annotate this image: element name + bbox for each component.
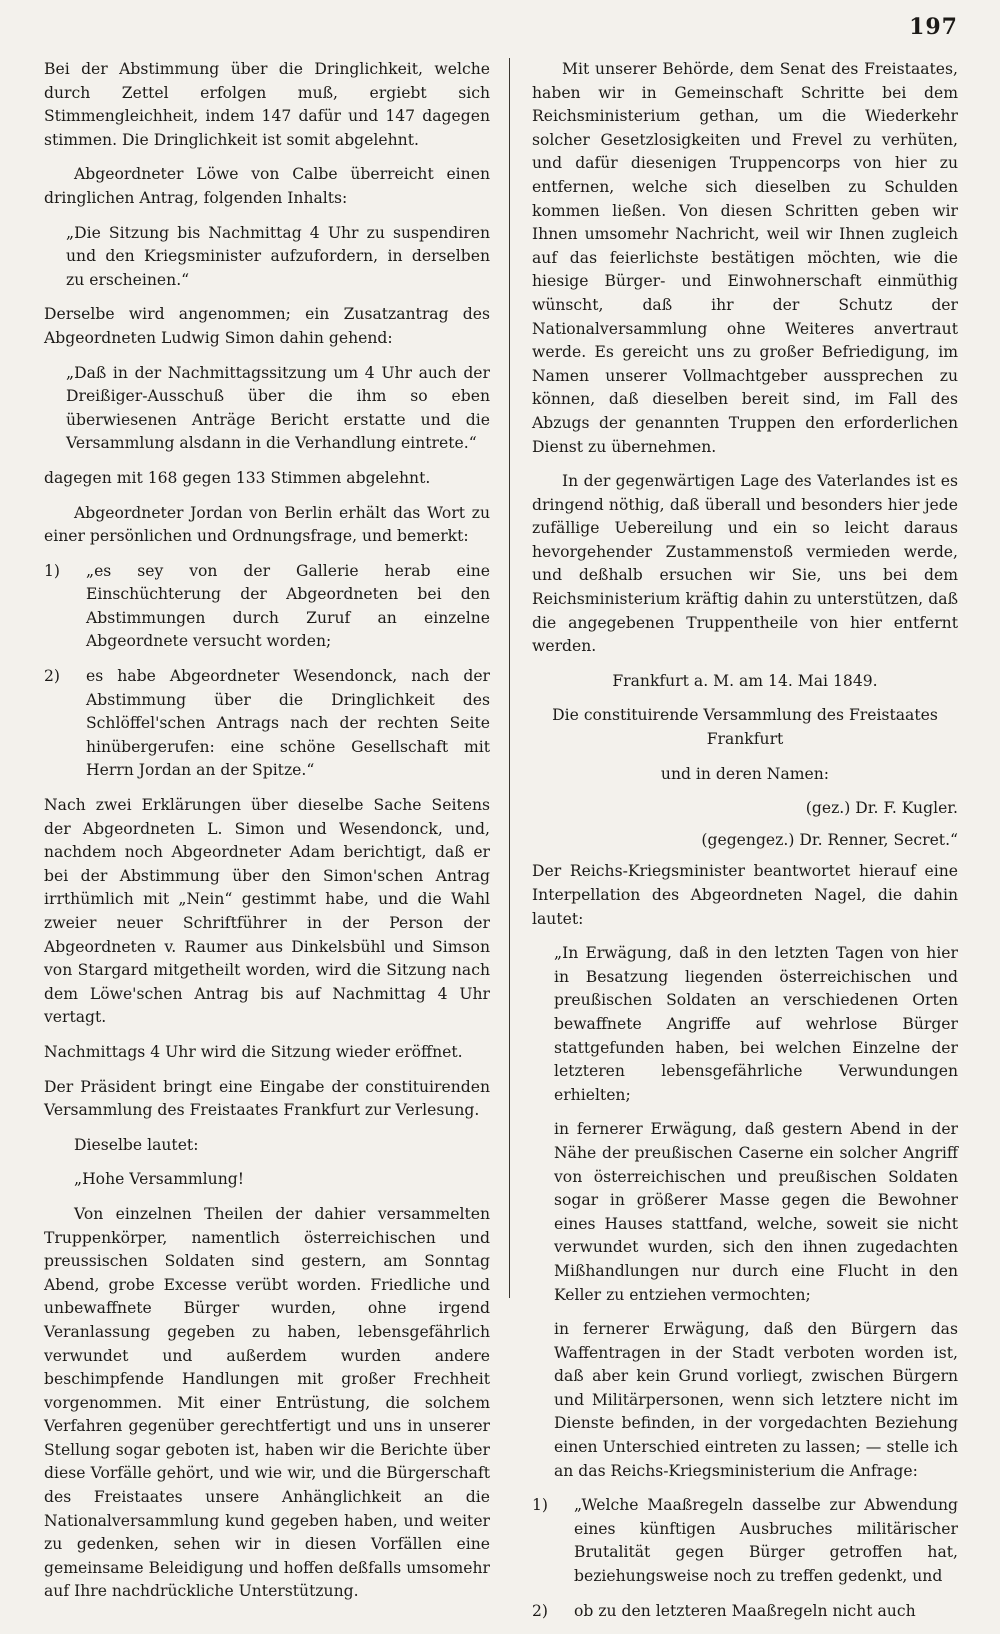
dateline: Frankfurt a. M. am 14. Mai 1849. <box>612 671 878 690</box>
list-number: 1) <box>532 1496 549 1515</box>
quoted-motion: „Daß in der Nachmittagssitzung um 4 Uhr auch der Dreißiger-Ausschuß über die ihm so eben überwiesenen Anträge Bericht erstatte und die Versammlung alsdann in die Verhandlung eintrete.“ <box>66 363 490 453</box>
list-text: „Welche Maaßregeln dasselbe zur Abwendung eines künftigen Ausbruches militärischer Brutalität gegen Bürger getroffen hat, beziehungsweise noch zu treffen gedenkt, und <box>574 1496 958 1586</box>
quoted-interpellation: in fernerer Erwägung, daß gestern Abend in der Nähe der preußischen Caserne ein solcher Angriff von österreichischen und preußischen Soldaten sogar in größerer Masse gegen die Bewohner eines Hauses stattfand, welche, soweit sie nicht verwundet wurden, sich den ihnen zugedachten Mißhandlungen nur durch eine Flucht in den Keller zu entziehen vermochten; <box>554 1120 958 1304</box>
list-item <box>532 1494 958 1588</box>
right-column <box>532 58 958 1634</box>
paragraph: Abgeordneter Löwe von Calbe überreicht einen dringlichen Antrag, folgenden Inhalts: <box>44 165 490 207</box>
list-text: ob zu den letzteren Maaßregeln nicht auch <box>574 1601 916 1620</box>
list-number: 2) <box>532 1601 549 1620</box>
list-item <box>44 665 490 783</box>
list-number: 1) <box>44 561 61 580</box>
signature-line: und in deren Namen: <box>660 764 830 783</box>
paragraph: dagegen mit 168 gegen 133 Stimmen abgelehnt. <box>44 468 431 487</box>
paragraph: Dieselbe lautet: <box>74 1135 199 1154</box>
paragraph: Mit unserer Behörde, dem Senat des Freistaates, haben wir in Gemeinschaft Schritte bei dem Reichsministerium gethan, um die Wiederkehr solcher Gesetzlosigkeiten und Frevel zu verhüten, und dafür diesenigen Truppencorps von hier zu entfernen, welche sich dieselben zu Schulden kommen ließen. Von diesen Schritten geben wir Ihnen umsomehr Nachricht, weil wir Ihnen zugleich auf das feierlichste bestätigen möchten, wie die hiesige Bürger- und Einwohnerschaft einmüthig wünscht, daß ihr der Schutz der Nationalversammlung ohne Weiteres anvertraut werde. Es gereicht uns zu großer Befriedigung, im Namen unserer Vollmachtgeber aussprechen zu können, daß dieselben bereit sind, im Fall des Abzugs der genannten Truppen den erforderlichen Dienst zu übernehmen. <box>532 60 958 456</box>
signature-line: (gegengez.) Dr. Renner, Secret.“ <box>701 830 958 849</box>
quoted-interpellation: in fernerer Erwägung, daß den Bürgern das Waffentragen in der Stadt verboten worden ist, daß aber kein Grund vorliegt, zwischen Bürgern und Militärpersonen, wenn sich letztere nicht im Dienste befinden, in der vorgedachten Beziehung einen Unterschied eintreten zu lassen; — stelle ich an das Reichs-Kriegsministerium die Anfrage: <box>554 1320 958 1480</box>
list-item <box>44 560 490 654</box>
salutation: „Hohe Versammlung! <box>74 1170 245 1189</box>
paragraph: Nachmittags 4 Uhr wird die Sitzung wieder eröffnet. <box>44 1042 463 1061</box>
list-number: 2) <box>44 667 61 686</box>
quoted-motion: „Die Sitzung bis Nachmittag 4 Uhr zu suspendiren und den Kriegsminister aufzufordern, in derselben zu erscheinen.“ <box>66 223 490 289</box>
column-divider <box>509 58 510 1298</box>
signature-line: (gez.) Dr. F. Kugler. <box>805 799 958 818</box>
paragraph: Abgeordneter Jordan von Berlin erhält das Wort zu einer persönlichen und Ordnungsfrage, und bemerkt: <box>44 503 490 546</box>
list-text: es habe Abgeordneter Wesendonck, nach der Abstimmung über die Dringlichkeit des Schlöffel'schen Antrags nach der rechten Seite hinübergerufen: eine schöne Gesellschaft mit Herrn Jordan an der Spitze.“ <box>86 667 490 780</box>
left-column <box>44 58 490 1615</box>
paragraph: Von einzelnen Theilen der dahier versammelten Truppenkörper, namentlich österreichischen und preussischen Soldaten sind gestern, am Sonntag Abend, grobe Excesse verübt worden. Friedliche und unbewaffnete Bürger wurden, ohne irgend Veranlassung gegeben zu haben, lebensgefährlich verwundet und außerdem wurden andere beschimpfende Handlungen mit großer Frechheit vorgenommen. Mit einer Entrüstung, die solchem Verfahren gegenüber gerechtfertigt und uns in unserer Stellung sogar geboten ist, haben wir die Berichte über diese Vorfälle gehört, und wie wir, und die Bürgerschaft des Freistaates unsere Anhänglichkeit an die Nationalversammlung kund gegeben haben, und weiter zu gedenken, sehen wir in diesen Vorfällen eine gemeinsame Beleidigung und hoffen deßfalls umsomehr auf Ihre nachdrückliche Unterstützung. <box>44 1204 490 1601</box>
list-text: „es sey von der Gallerie herab eine Einschüchterung der Abgeordneten bei den Abstimmungen durch Zuruf an einzelne Abgeordnete versucht worden; <box>86 561 490 651</box>
paragraph: Bei der Abstimmung über die Dringlichkeit, welche durch Zettel erfolgen muß, ergiebt sich Stimmengleichheit, indem 147 dafür und 147 dagegen stimmen. Die Dringlichkeit ist somit abgelehnt. <box>44 60 490 149</box>
list-item <box>532 1600 958 1624</box>
paragraph: Der Reichs-Kriegsminister beantwortet hierauf eine Interpellation des Abgeordneten Nagel, die dahin lautet: <box>532 862 958 928</box>
quoted-interpellation: „In Erwägung, daß in den letzten Tagen von hier in Besatzung liegenden österreichischen und preußischen Soldaten an verschiedenen Orten bewaffnete Angriffe auf wehrlose Bürger stattgefunden haben, bei welchen Einzelne der letzteren lebensgefährliche Verwundungen erhielten; <box>554 944 958 1104</box>
page-number: 197 <box>909 14 958 40</box>
paragraph: Nach zwei Erklärungen über dieselbe Sache Seitens der Abgeordneten L. Simon und Wesendonck, und, nachdem noch Abgeordneter Adam berichtigt, daß er bei der Abstimmung über den Simon'schen Antrag irrthümlich mit „Nein“ gestimmt habe, und die Wahl zweier neuer Schriftführer in der Person der Abgeordneten v. Raumer aus Dinkelsbühl und Simson von Stargard mitgetheilt worden, wird die Sitzung nach dem Löwe'schen Antrag bis auf Nachmittag 4 Uhr vertagt. <box>44 796 490 1027</box>
signature-line: Die constituirende Versammlung des Freistaates Frankfurt <box>552 706 938 749</box>
paragraph: Derselbe wird angenommen; ein Zusatzantrag des Abgeordneten Ludwig Simon dahin gehend: <box>44 305 490 347</box>
paragraph: Der Präsident bringt eine Eingabe der constituirenden Versammlung des Freistaates Frankfurt zur Verlesung. <box>44 1077 490 1120</box>
paragraph: In der gegenwärtigen Lage des Vaterlandes ist es dringend nöthig, daß überall und besonders hier jede zufällige Uebereilung und ein so leicht daraus hevorgehender Zustammenstoß vermieden werde, und deßhalb ersuchen wir Sie, uns bei dem Reichsministerium kräftig dahin zu unterstützen, daß die angegebenen Truppentheile von hier entfernt werden. <box>532 472 958 656</box>
